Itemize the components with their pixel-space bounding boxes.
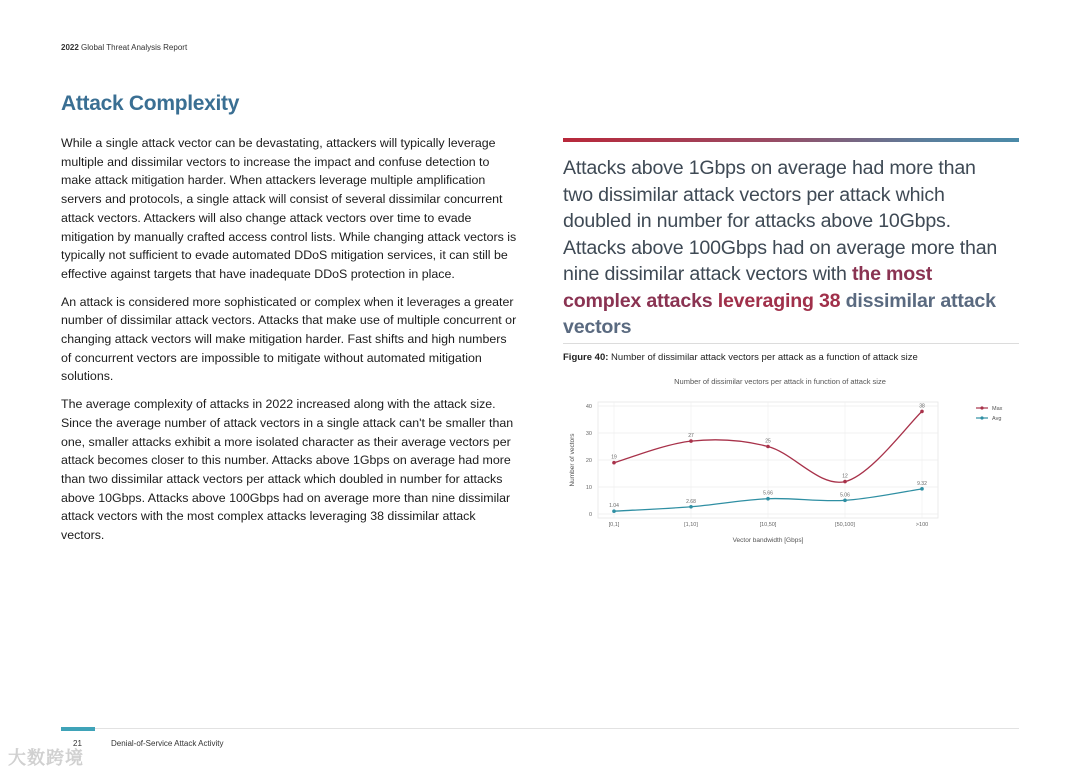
max-data-label: 25 — [765, 438, 771, 445]
footer-section-title: Denial-of-Service Attack Activity — [111, 739, 224, 748]
footer-accent-bar — [61, 727, 95, 731]
avg-point — [766, 497, 770, 501]
pull-quote-gradient-rule — [563, 138, 1019, 142]
y-tick-label: 40 — [585, 404, 592, 410]
max-point — [920, 410, 924, 414]
pull-quote-highlight-c: dissimilar attack vectors — [563, 289, 996, 338]
pull-quote-plain: Attacks above 1Gbps on average had more than two dissimilar attack vectors per attack which doubled in number for attacks above 10Gbps. Attacks above 100Gbps had on average more than nine dissimilar attack vectors with — [563, 157, 998, 285]
max-data-label: 38 — [919, 403, 925, 410]
max-point — [766, 445, 770, 449]
figure-caption-text: Number of dissimilar attack vectors per attack as a function of attack size — [611, 352, 918, 363]
watermark-logo: 大数跨境 — [8, 748, 84, 768]
avg-point — [689, 505, 693, 509]
max-point — [689, 439, 693, 443]
avg-data-label: 2.68 — [686, 498, 696, 505]
pull-quote-highlight-b: leveraging 38 — [717, 289, 846, 312]
legend-max-label: Max — [992, 406, 1003, 412]
page-number: 21 — [73, 739, 82, 748]
report-name: Global Threat Analysis Report — [81, 43, 188, 52]
avg-data-label: 5.66 — [763, 490, 773, 497]
y-tick-label: 0 — [588, 512, 592, 518]
x-axis-label: Vector bandwidth [Gbps] — [732, 537, 804, 544]
x-tick-label: [50,100] — [835, 522, 855, 528]
max-data-label: 12 — [842, 473, 848, 480]
figure-label: Figure 40: — [563, 352, 609, 363]
y-axis-label: Number of vectors — [569, 433, 576, 487]
figure-divider — [563, 343, 1019, 344]
x-tick-label: [10,50] — [759, 522, 777, 528]
x-tick-label: [0,1] — [608, 522, 620, 528]
legend-avg-marker — [980, 416, 983, 419]
vectors-line-chart — [563, 372, 1019, 552]
avg-data-label: 5.06 — [840, 492, 850, 499]
legend-avg-label: Avg — [992, 416, 1002, 422]
paragraph-1: While a single attack vector can be devastating, attackers will typically leverage multiple and dissimilar vectors to increase the impact and confuse detection to make attack mitigation harder. When attackers leverage multiple amplification servers and protocols, a single attack will consist of several dissimilar concurrent attack vectors. Attackers will also change attack vectors over time to evade mitigation by manually crafted access control lists. While changing attack vectors is typically not sufficient to evade automated DDoS mitigation services, it can still be effective against targets that have inadequate DDoS protection in place. — [61, 136, 517, 281]
x-tick-label: [1,10] — [684, 522, 698, 528]
avg-point — [612, 509, 616, 513]
max-point — [843, 480, 847, 484]
body-text — [61, 134, 519, 554]
report-year: 2022 — [61, 43, 79, 52]
avg-data-label: 1.04 — [609, 503, 619, 510]
max-data-label: 27 — [688, 433, 694, 440]
legend-max-marker — [980, 406, 983, 409]
pull-quote-highlight-a: the most complex attacks — [563, 263, 933, 312]
y-tick-label: 30 — [585, 431, 592, 437]
y-tick-label: 10 — [585, 485, 592, 491]
section-title: Attack Complexity — [61, 92, 240, 115]
avg-data-label: 9.32 — [917, 480, 927, 487]
avg-point — [920, 487, 924, 491]
y-tick-label: 20 — [585, 458, 592, 464]
pull-quote — [563, 155, 1003, 341]
x-tick-label: >100 — [915, 522, 929, 528]
paragraph-3: The average complexity of attacks in 2022 increased along with the attack size. Since the average number of attack vectors in a single attack can't be smaller than one, smaller attacks exhibit a more isolated character as their average vectors per attack becomes closer to this number. Attacks above 1Gbps on average had more than two dissimilar attack vectors per attack which doubled in number for attacks above 10Gbps. Attacks above 100Gbps had on average more than nine dissimilar attack vectors with the most complex attacks leveraging 38 dissimilar attack vectors. — [61, 397, 514, 543]
max-point — [612, 461, 616, 465]
figure-caption — [563, 352, 918, 363]
footer-rule — [95, 728, 1019, 729]
max-data-label: 19 — [611, 454, 617, 461]
report-header — [61, 43, 187, 52]
paragraph-2: An attack is considered more sophisticated or complex when it leverages a greater number of dissimilar attack vectors. Attacks that make use of multiple concurrent or changing attack vectors will make mitigation harder. Fast shifts and high numbers of concurrent vectors are impossible to mitigate without automated mitigation solutions. — [61, 294, 517, 384]
chart-title: Number of dissimilar vectors per attack in function of attack size — [674, 377, 886, 386]
avg-point — [843, 499, 847, 503]
